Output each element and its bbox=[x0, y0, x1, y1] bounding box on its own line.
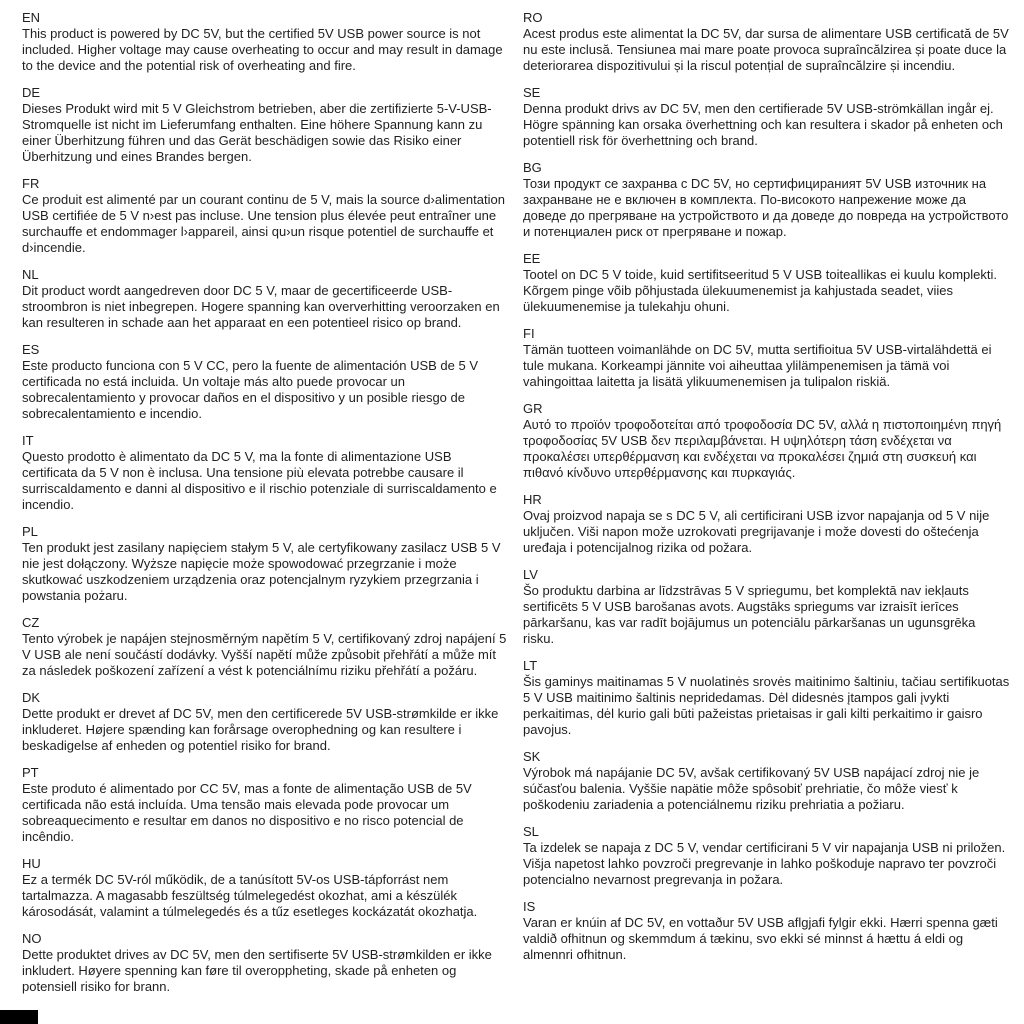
lang-block-se bbox=[523, 85, 1010, 149]
column-right bbox=[523, 10, 1010, 1024]
lang-block-bg bbox=[523, 160, 1010, 240]
lang-block-pl bbox=[22, 524, 509, 604]
lang-code-pt: PT bbox=[22, 765, 39, 780]
lang-text-fi: Tämän tuotteen voimanlähde on DC 5V, mutta sertifioitua 5V USB-virtalähdettä ei tule mukana. Korkeampi jännite voi aiheuttaa ylilämpenemisen ja tämä voi vahingoittaa laitetta ja lisätä ylikuumenemisen ja tulipalon riskiä. bbox=[523, 342, 992, 389]
lang-code-lt: LT bbox=[523, 658, 538, 673]
lang-text-se: Denna produkt drivs av DC 5V, men den certifierade 5V USB-strömkällan ingår ej. Högre spänning kan orsaka överhettning och kan resultera i skador på enheten och potentiell risk för överhettning och brand. bbox=[523, 101, 1003, 148]
lang-code-fi: FI bbox=[523, 326, 535, 341]
lang-code-es: ES bbox=[22, 342, 40, 357]
lang-code-it: IT bbox=[22, 433, 34, 448]
lang-code-ro: RO bbox=[523, 10, 543, 25]
lang-code-bg: BG bbox=[523, 160, 542, 175]
lang-block-hr bbox=[523, 492, 1010, 556]
lang-block-fr bbox=[22, 176, 509, 256]
lang-text-es: Este producto funciona con 5 V CC, pero la fuente de alimentación USB de 5 V certificada no está incluida. Un voltaje más alto puede provocar un sobrecalentamiento y provocar daños en el dispositivo y un posible riesgo de sobrecalentamiento e incendio. bbox=[22, 358, 478, 421]
lang-code-nl: NL bbox=[22, 267, 39, 282]
lang-block-nl bbox=[22, 267, 509, 331]
lang-code-en: EN bbox=[22, 10, 41, 25]
lang-code-fr: FR bbox=[22, 176, 40, 191]
lang-code-hr: HR bbox=[523, 492, 542, 507]
lang-block-dk bbox=[22, 690, 509, 754]
lang-text-sl: Ta izdelek se napaja z DC 5 V, vendar certificirani 5 V vir napajanja USB ni priložen. Višja napetost lahko povzroči pregrevanje in lahko poškoduje napravo ter povzroči potencialno nevarnost pregrevanja in požara. bbox=[523, 840, 1006, 887]
lang-text-pt: Este produto é alimentado por CC 5V, mas a fonte de alimentação USB de 5V certificada não está incluída. Uma tensão mais elevada pode provocar um sobreaquecimento e resultar em danos no dispositivo e no risco potencial de incêndio. bbox=[22, 781, 472, 844]
lang-text-no: Dette produktet drives av DC 5V, men den sertifiserte 5V USB-strømkilden er ikke inkludert. Høyere spenning kan føre til overoppheting, skade på enheten og potensiell risiko for brann. bbox=[22, 947, 492, 994]
lang-block-en bbox=[22, 10, 509, 74]
lang-text-gr: Αυτό το προϊόν τροφοδοτείται από τροφοδοσία DC 5V, αλλά η πιστοποιημένη πηγή τροφοδοσίας 5V USB δεν περιλαμβάνεται. Η υψηλότερη τάση ενδέχεται να προκαλέσει υπερθέρμανση και ενδέχεται να προκαλέσει ζημιά στη συσκευή και πιθανό κίνδυνο υπερθέρμανσης και πυρκαγιάς. bbox=[523, 417, 1002, 480]
lang-code-lv: LV bbox=[523, 567, 538, 582]
lang-block-es bbox=[22, 342, 509, 422]
lang-text-sk: Výrobok má napájanie DC 5V, avšak certifikovaný 5V USB napájací zdroj nie je súčasťou balenia. Vyššie napätie môže spôsobiť prehriatie, čo môže viesť k poškodeniu zariadenia a potenciálnemu riziku prehriatia a požiaru. bbox=[523, 765, 980, 812]
lang-code-gr: GR bbox=[523, 401, 543, 416]
lang-text-is: Varan er knúin af DC 5V, en vottaður 5V USB aflgjafi fylgir ekki. Hærri spenna gæti valdið ofhitnun og skemmdum á tækinu, svo ekki sé minnst á hættu á eldi og almennri ofhitnun. bbox=[523, 915, 998, 962]
lang-text-dk: Dette produkt er drevet af DC 5V, men den certificerede 5V USB-strømkilde er ikke inkluderet. Højere spænding kan forårsage overophedning og kan resultere i beskadigelse af enheden og potentiel risiko for brand. bbox=[22, 706, 499, 753]
lang-block-hu bbox=[22, 856, 509, 920]
lang-code-cz: CZ bbox=[22, 615, 40, 630]
lang-code-sl: SL bbox=[523, 824, 539, 839]
lang-block-it bbox=[22, 433, 509, 513]
lang-text-pl: Ten produkt jest zasilany napięciem stałym 5 V, ale certyfikowany zasilacz USB 5 V nie jest dołączony. Wyższe napięcie może spowodować przegrzanie i może skutkować uszkodzeniem urządzenia oraz potencjalnym ryzykiem przegrzania i powstania pożaru. bbox=[22, 540, 501, 603]
lang-block-no bbox=[22, 931, 509, 995]
lang-code-no: NO bbox=[22, 931, 42, 946]
lang-text-hu: Ez a termék DC 5V-ról működik, de a tanúsított 5V-os USB-tápforrást nem tartalmazza. A magasabb feszültség túlmelegedést okozhat, ami a készülék károsodását, valamint a túlmelegedés és a tűz esetleges kockázatát okozhatja. bbox=[22, 872, 478, 919]
lang-code-se: SE bbox=[523, 85, 541, 100]
lang-text-nl: Dit product wordt aangedreven door DC 5 V, maar de gecertificeerde USB-stroombron is niet inbegrepen. Hogere spanning kan oververhitting veroorzaken en kan resulteren in schade aan het apparaat en een potentieel risico op brand. bbox=[22, 283, 500, 330]
lang-block-sk bbox=[523, 749, 1010, 813]
lang-text-it: Questo prodotto è alimentato da DC 5 V, ma la fonte di alimentazione USB certificata da 5 V non è inclusa. Una tensione più elevata potrebbe causare il surriscaldamento e danni al dispositivo e il rischio potenziale di surriscaldamento e incendio. bbox=[22, 449, 497, 512]
lang-code-ee: EE bbox=[523, 251, 541, 266]
lang-block-ee bbox=[523, 251, 1010, 315]
lang-block-pt bbox=[22, 765, 509, 845]
column-left bbox=[22, 10, 509, 1024]
lang-code-is: IS bbox=[523, 899, 536, 914]
lang-block-lt bbox=[523, 658, 1010, 738]
lang-block-is bbox=[523, 899, 1010, 963]
lang-block-fi bbox=[523, 326, 1010, 390]
lang-block-cz bbox=[22, 615, 509, 679]
lang-code-de: DE bbox=[22, 85, 41, 100]
lang-block-ro bbox=[523, 10, 1010, 74]
lang-text-fr: Ce produit est alimenté par un courant continu de 5 V, mais la source d›alimentation USB certifiée de 5 V n›est pas incluse. Une tension plus élevée peut entraîner une surchauffe et endommager l›appareil, ainsi qu›un risque potentiel de surchauffe et d›incendie. bbox=[22, 192, 505, 255]
lang-text-de: Dieses Produkt wird mit 5 V Gleichstrom betrieben, aber die zertifizierte 5-V-USB-Stromquelle ist nicht im Lieferumfang enthalten. Eine höhere Spannung kann zu einer Überhitzung führen und das Gerät beschädigen sowie das Risiko einer Überhitzung und eines Brandes bergen. bbox=[22, 101, 492, 164]
lang-code-sk: SK bbox=[523, 749, 541, 764]
lang-code-hu: HU bbox=[22, 856, 41, 871]
lang-text-lv: Šo produktu darbina ar līdzstrāvas 5 V spriegumu, bet komplektā nav iekļauts sertificēts 5 V USB barošanas avots. Augstāks spriegums var izraisīt ierīces pārkaršanu, kas var radīt bojājumus un potenciālu pārkaršanas un ugunsgrēka risku. bbox=[523, 583, 976, 646]
lang-block-gr bbox=[523, 401, 1010, 481]
page-corner-mark bbox=[0, 1010, 38, 1024]
lang-text-cz: Tento výrobek je napájen stejnosměrným napětím 5 V, certifikovaný zdroj napájení 5 V USB ale není součástí dodávky. Vyšší napětí může způsobit přehřátí a může mít za následek poškození zařízení a vést k potenciálnímu riziku přehřátí a požáru. bbox=[22, 631, 507, 678]
lang-text-ro: Acest produs este alimentat la DC 5V, dar sursa de alimentare USB certificată de 5V nu este inclusă. Tensiunea mai mare poate provoca supraîncălzirea și poate duce la deteriorarea dispozitivului și la riscul potențial de supraîncălzire și incendiu. bbox=[523, 26, 1009, 73]
lang-block-de bbox=[22, 85, 509, 165]
lang-block-lv bbox=[523, 567, 1010, 647]
lang-code-pl: PL bbox=[22, 524, 38, 539]
lang-text-ee: Tootel on DC 5 V toide, kuid sertifitseeritud 5 V USB toiteallikas ei kuulu komplekti. Kõrgem pinge võib põhjustada ülekuumenemist ja kahjustada seadet, viies ülekuumenemise ja tulekahju ohuni. bbox=[523, 267, 998, 314]
lang-text-bg: Този продукт се захранва с DC 5V, но сертифицираният 5V USB източник на захранване не е включен в комплекта. По-високото напрежение може да доведе до прегряване на устройството и да доведе до повреда на устройството и потенциален риск от прегряване и пожар. bbox=[523, 176, 1009, 239]
lang-text-lt: Šis gaminys maitinamas 5 V nuolatinės srovės maitinimo šaltiniu, tačiau sertifikuotas 5 V USB maitinimo šaltinis nepridedamas. Dėl didesnės įtampos gali įvykti perkaitimas, dėl kurio gali būti pažeistas prietaisas ir gali kilti perkaitimo ir gaisro pavojus. bbox=[523, 674, 1010, 737]
lang-text-hr: Ovaj proizvod napaja se s DC 5 V, ali certificirani USB izvor napajanja od 5 V nije uključen. Viši napon može uzrokovati pregrijavanje i može dovesti do oštećenja uređaja i potencijalnog rizika od požara. bbox=[523, 508, 990, 555]
lang-code-dk: DK bbox=[22, 690, 41, 705]
lang-text-en: This product is powered by DC 5V, but the certified 5V USB power source is not included. Higher voltage may cause overheating to occur and may result in damage to the device and the potential risk of overheating and fire. bbox=[22, 26, 503, 73]
lang-block-sl bbox=[523, 824, 1010, 888]
